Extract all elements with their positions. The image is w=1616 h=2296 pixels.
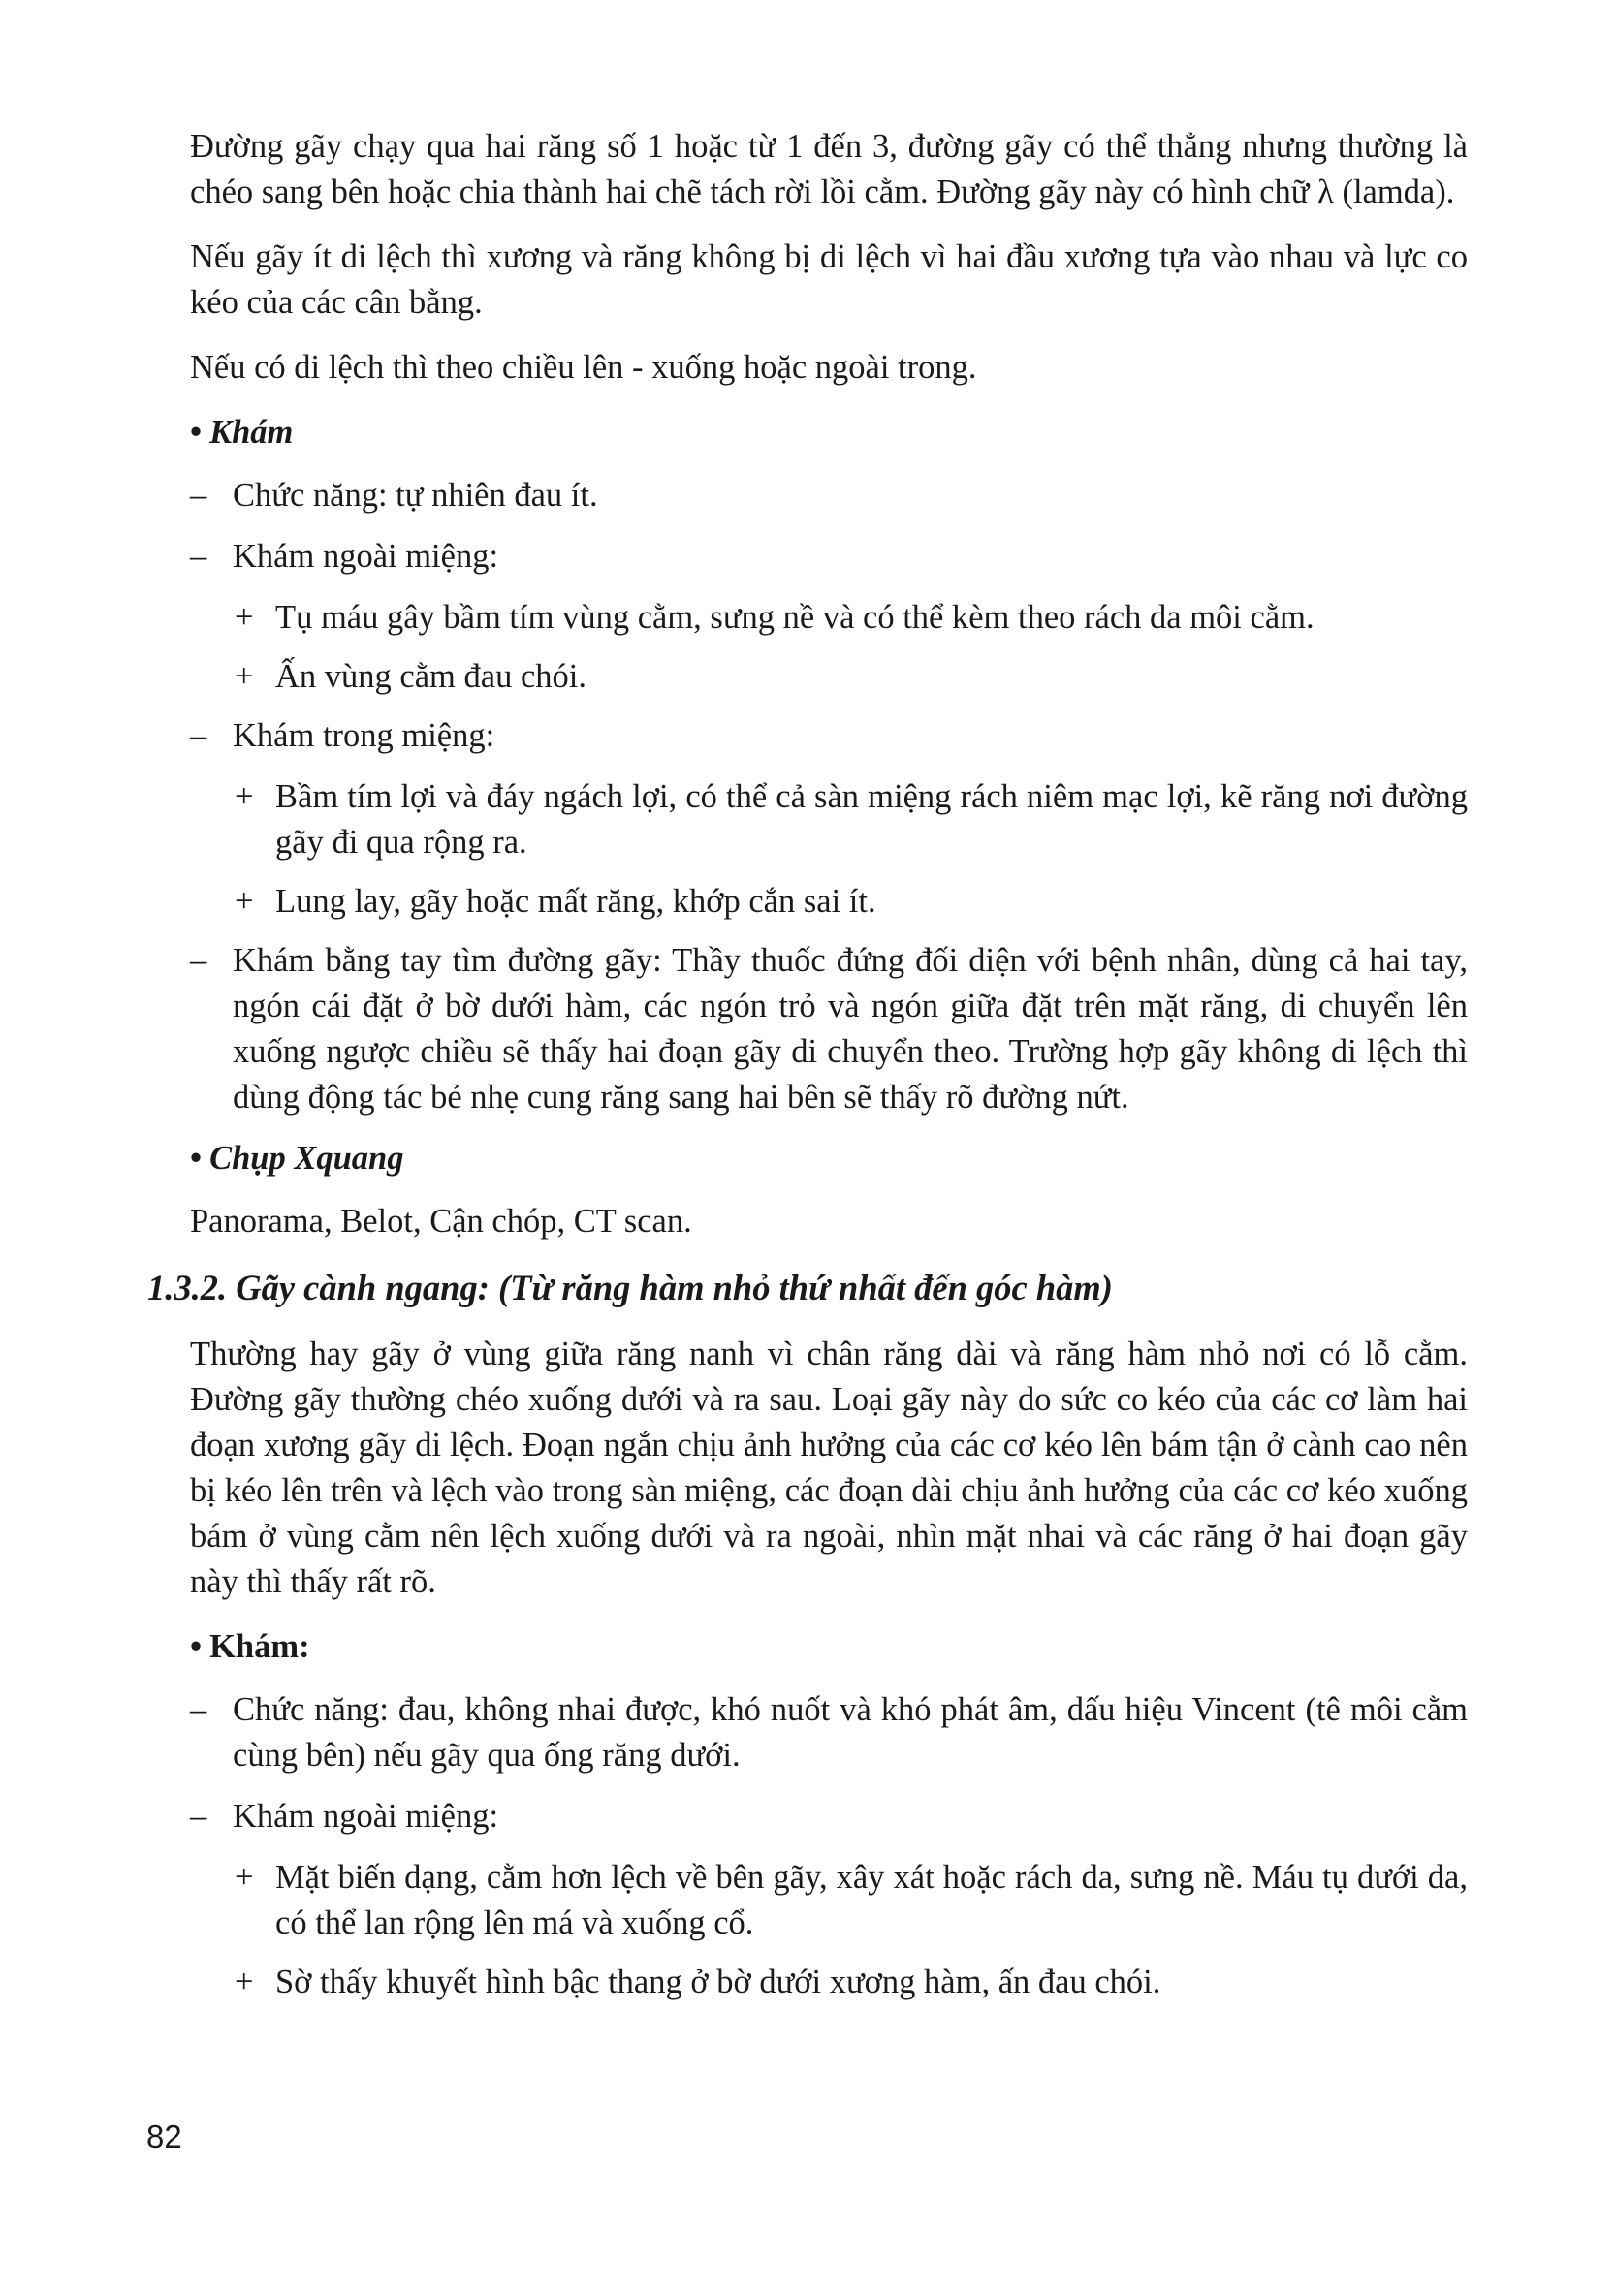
plus-mark: + <box>235 1964 254 2000</box>
list-item <box>190 879 1468 925</box>
plus-mark: + <box>235 883 254 920</box>
list-item-text: Lung lay, gãy hoặc mất răng, khớp cắn sai ít. <box>275 883 876 920</box>
kham-chuc-nang-text: Chức năng: tự nhiên đau ít. <box>233 477 598 514</box>
section-body: Thường hay gãy ở vùng giữa răng nanh vì chân răng dài và răng hàm nhỏ nơi có lỗ cằm. Đường gãy thường chéo xuống dưới và ra sau. Loại gãy này do sức co kéo của các cơ làm hai đoạn xương gãy di lệch. Đoạn ngắn chịu ảnh hưởng của các cơ kéo lên bám tận ở cành cao nên bị kéo lên trên và lệch vào trong sàn miệng, các đoạn dài chịu ảnh hưởng của các cơ kéo xuống bám ở vùng cằm nên lệch xuống dưới và ra ngoài, nhìn mặt nhai và các răng ở hai đoạn gãy này thì thấy rất rõ. <box>190 1336 1468 1600</box>
list-item-text: Tụ máu gây bầm tím vùng cằm, sưng nề và có thể kèm theo rách da môi cằm. <box>275 599 1315 636</box>
xquang-heading-text: Chụp Xquang <box>209 1140 404 1177</box>
kham2-heading <box>190 1624 1468 1670</box>
paragraph-2: Nếu gãy ít di lệch thì xương và răng không bị di lệch vì hai đầu xương tựa vào nhau và lực co kéo của các cân bằng. <box>190 238 1468 321</box>
kham2-ngoai-mieng-text: Khám ngoài miệng: <box>233 1798 499 1835</box>
dash-mark: – <box>190 942 207 979</box>
kham2-heading-text: Khám: <box>209 1628 310 1665</box>
kham-heading <box>190 410 1468 456</box>
kham-ngoai-mieng <box>190 534 1468 580</box>
kham2-ngoai-mieng <box>190 1794 1468 1840</box>
paragraph-1: Đường gãy chạy qua hai răng số 1 hoặc từ 1 đến 3, đường gãy có thể thẳng nhưng thường là chéo sang bên hoặc chia thành hai chẽ tách rời lồi cằm. Đường gãy này có hình chữ λ (lamda). <box>190 128 1468 210</box>
plus-mark: + <box>235 1859 254 1896</box>
list-item-text: Bầm tím lợi và đáy ngách lợi, có thể cả sàn miệng rách niêm mạc lợi, kẽ răng nơi đường gãy đi qua rộng ra. <box>275 778 1468 861</box>
kham-ngoai-mieng-text: Khám ngoài miệng: <box>233 538 499 575</box>
bullet-dot: • <box>190 414 203 451</box>
xquang-heading <box>190 1136 1468 1181</box>
xquang-text: Panorama, Belot, Cận chóp, CT scan. <box>190 1203 692 1240</box>
list-item <box>190 1960 1468 2005</box>
page-number: 82 <box>146 2119 182 2154</box>
kham2-chuc-nang <box>190 1687 1468 1778</box>
plus-mark: + <box>235 599 254 636</box>
list-item-text: Sờ thấy khuyết hình bậc thang ở bờ dưới xương hàm, ấn đau chói. <box>275 1964 1161 2000</box>
kham-bang-tay <box>190 938 1468 1120</box>
kham-heading-text: Khám <box>209 414 294 451</box>
kham-chuc-nang <box>190 473 1468 519</box>
kham-trong-mieng-text: Khám trong miệng: <box>233 717 495 754</box>
list-item <box>190 595 1468 641</box>
plus-mark: + <box>235 658 254 695</box>
kham2-chuc-nang-text: Chức năng: đau, không nhai được, khó nuốt và khó phát âm, dấu hiệu Vincent (tê môi cằm cùng bên) nếu gãy qua ống răng dưới. <box>233 1691 1468 1774</box>
bullet-dot: • <box>190 1628 203 1665</box>
plus-mark: + <box>235 778 254 815</box>
list-item <box>190 774 1468 865</box>
dash-mark: – <box>190 477 207 514</box>
page-content <box>147 124 1468 2019</box>
list-item-text: Ấn vùng cằm đau chói. <box>275 658 586 695</box>
dash-mark: – <box>190 1691 207 1728</box>
list-item-text: Mặt biến dạng, cằm hơn lệch về bên gãy, xây xát hoặc rách da, sưng nề. Máu tụ dưới da, có thể lan rộng lên má và xuống cổ. <box>275 1859 1468 1941</box>
dash-mark: – <box>190 717 207 754</box>
paragraph-3: Nếu có di lệch thì theo chiều lên - xuống hoặc ngoài trong. <box>190 349 977 386</box>
list-item <box>190 654 1468 700</box>
bullet-dot: • <box>190 1140 203 1177</box>
list-item <box>190 1855 1468 1946</box>
section-heading: 1.3.2. Gãy cành ngang: (Từ răng hàm nhỏ thứ nhất đến góc hàm) <box>147 1268 1113 1307</box>
dash-mark: – <box>190 538 207 575</box>
kham-bang-tay-text: Khám bằng tay tìm đường gãy: Thầy thuốc đứng đối diện với bệnh nhân, dùng cả hai tay, ngón cái đặt ở bờ dưới hàm, các ngón trỏ và ngón giữa đặt trên mặt răng, di chuyển lên xuống ngược chiều sẽ thấy hai đoạn gãy di chuyển theo. Trường hợp gãy không di lệch thì dùng động tác bẻ nhẹ cung răng sang hai bên sẽ thấy rõ đường nứt. <box>233 942 1468 1116</box>
dash-mark: – <box>190 1798 207 1835</box>
kham-trong-mieng <box>190 713 1468 759</box>
